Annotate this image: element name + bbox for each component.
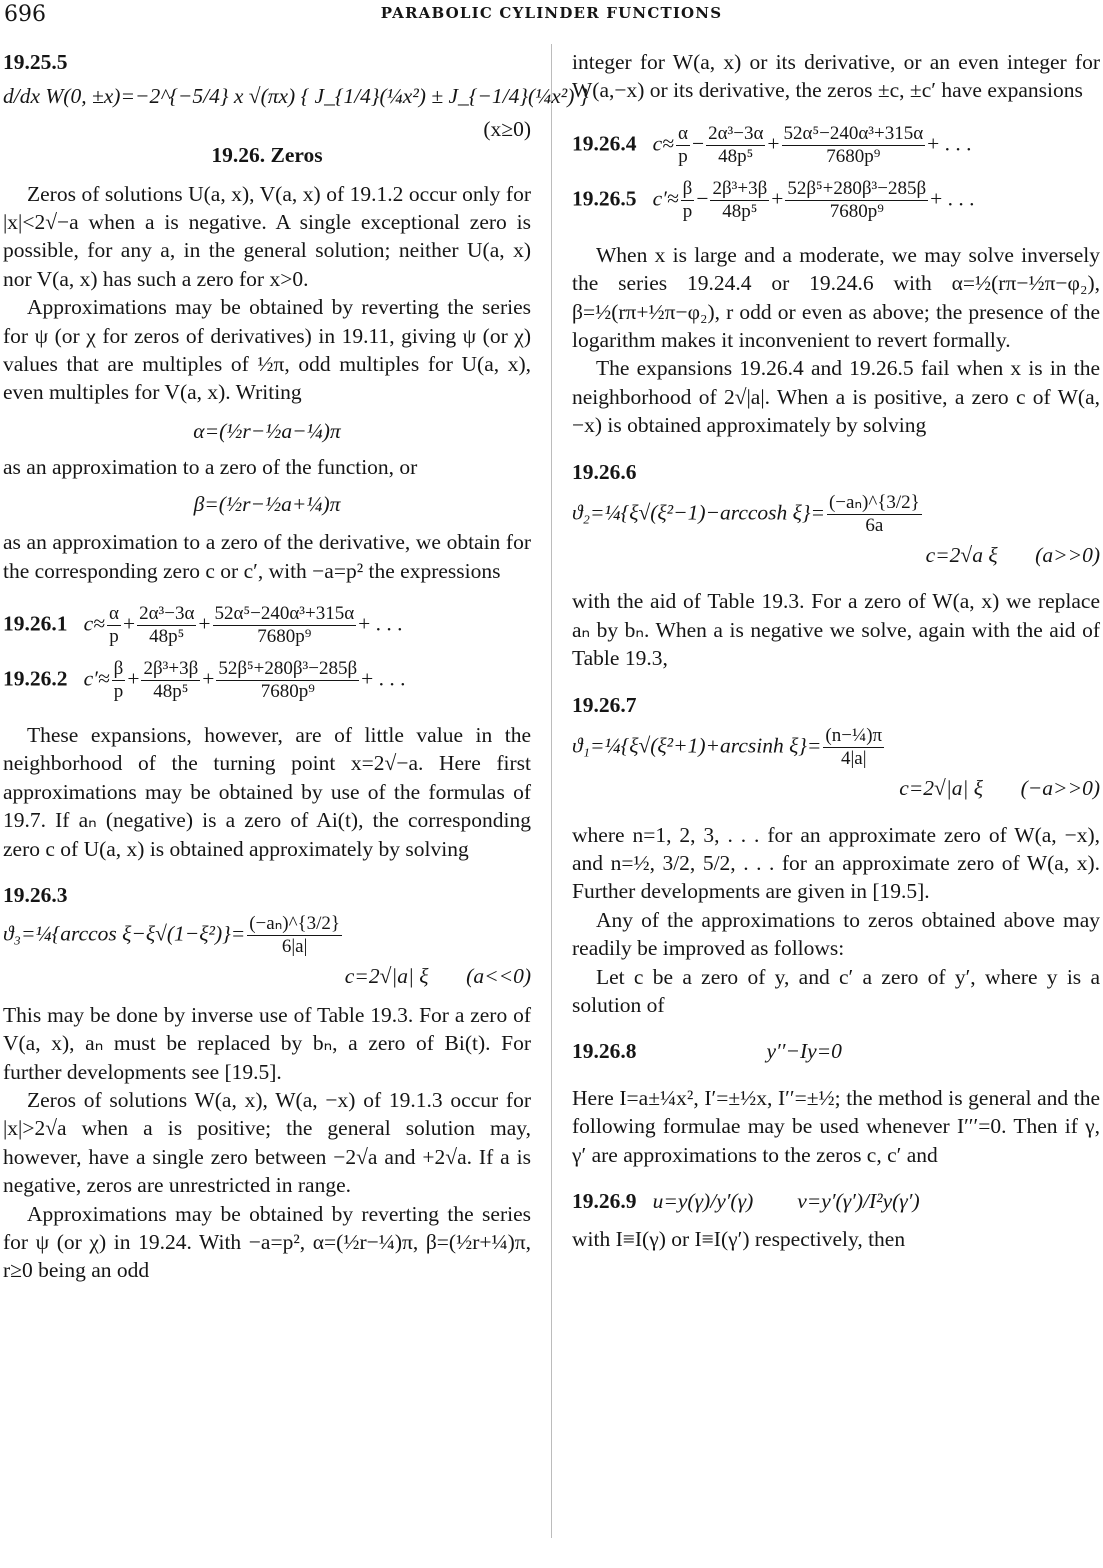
equation-number: 19.26.5 — [572, 186, 637, 211]
equation-19-26-7: 19.26.7 ϑ₁=¼{ξ√(ξ²+1)+arcsinh ξ}= $\frac{\text{(n−¼)π}}{4|a|}$ c=2√|a| ξ (−a>>0) — [572, 692, 1100, 801]
equation-19-25-5 — [3, 48, 589, 143]
equation-19-26-6: 19.26.6 ϑ₂=¼{ξ√(ξ²−1)−arccosh ξ}= $\frac{\text{(−aₙ)\textasciicircum{}\{3/2\}}}{6a}$ c=2√a ξ (a>>0) — [572, 459, 1100, 568]
equation-number: 19.26.6 — [572, 459, 637, 484]
equation-number: 19.26.8 — [572, 1039, 637, 1064]
equation-19-26-8: 19.26.8 y′′−Iy=0 — [572, 1039, 842, 1064]
equation-condition: (−a>>0) — [1020, 776, 1100, 801]
column-divider — [551, 44, 552, 1538]
paragraph: as an approximation to a zero of the function, or — [3, 455, 418, 480]
equation-rhs: =−2^{−5/4} x √(πx) { J_{1/4}(¼x²) ± J_{−1/4}(¼x²) } — [120, 84, 589, 109]
equation-19-26-3: 19.26.3 ϑ₃=¼{arccos ξ−ξ√(1−ξ²)}= $\frac{\text{(−aₙ)\textasciicircum{}\{3/2\}}}{6|a|}$ c=2√|a| ξ (a<<0) — [3, 882, 531, 989]
section-heading: 19.26. Zeros — [211, 143, 323, 168]
paragraph: integer for W(a, x) or its derivative, or an even integer for W(a,−x) or its derivative, the zeros ±c, ±c′ have expansions — [572, 50, 1100, 103]
paragraph: These expansions, however, are of little value in the neighborhood of the turning point x=2√−a. Here first approximations may be obtained by use of the formulas of 19.7. If aₙ (negative) is a zero of Ai(t), the corresponding zero c of U(a, x) is obtained approximately by solving — [3, 722, 531, 861]
paragraph: where n=1, 2, 3, . . . for an approximate zero of W(a, −x), and n=½, 3/2, 5/2, . . . for an approximate zero of W(a, x). Further developments are given in [19.5]. — [572, 822, 1100, 904]
equation-number: 19.25.5 — [3, 50, 68, 74]
running-head: PARABOLIC CYLINDER FUNCTIONS — [380, 4, 723, 22]
paragraph: with I≡I(γ) or I≡I(γ′) respectively, then — [572, 1227, 906, 1252]
equation-condition: (a<<0) — [466, 964, 531, 989]
equation-19-26-5: 19.26.5 c′≈ $\frac{\beta}{p}$ − $\frac{\text{2β³+3β}}{\text{48p⁵}}$ + $\frac{\text{52β⁵+280β³−285β}}{\text{7680p⁹}}$ + . . . — [572, 177, 975, 222]
paragraph: Approximations may be obtained by reverting the series for ψ (or χ) in 19.24. With −a=p², α=(½r−¼)π, β=(½r+¼)π, r≥0 being an odd — [3, 1201, 531, 1283]
equation-number: 19.26.9 — [572, 1188, 637, 1213]
equation-body — [3, 82, 589, 110]
paragraph: Approximations may be obtained by reverting the series for ψ (or χ for zeros of derivatives) in 19.11, giving ψ (or χ) values that are multiples of ½π, odd multiples for U(a, x), even multiples for V(a, x). Writing — [3, 295, 531, 405]
paragraph: with the aid of Table 19.3. For a zero of W(a, x) we replace aₙ by bₙ. When a is negative we solve, again with the aid of Table 19.3, — [572, 589, 1100, 671]
equation-19-26-9: 19.26.9 u=y(γ)/y′(γ) v=y′(γ′)/I²y(γ′) — [572, 1188, 920, 1213]
equation-number: 19.26.1 — [3, 611, 68, 636]
paragraph: Let c be a zero of y, and c′ a zero of y′, where y is a solution of — [572, 964, 1100, 1017]
equation-19-26-1: 19.26.1 c≈ $\frac{\alpha}{p}$ + $\frac{\text{2α³−3α}}{\text{48p⁵}}$ + $\frac{\text{52α⁵−240α³+315α}}{\text{7680p⁹}}$ + . . . — [3, 602, 403, 647]
paragraph: The expansions 19.26.4 and 19.26.5 fail when x is in the neighborhood of 2√|a|. When a is positive, a zero c of W(a,−x) is obtained approximately by solving — [572, 356, 1100, 438]
right-column — [572, 48, 1100, 1254]
paragraph: This may be done by inverse use of Table 19.3. For a zero of V(a, x), aₙ must be replaced by bₙ, a zero of Bi(t). For further developments see [19.5]. — [3, 1002, 531, 1084]
equation-number: 19.26.4 — [572, 131, 637, 156]
equation-19-26-4: 19.26.4 c≈ $\frac{\alpha}{p}$ − $\frac{\text{2α³−3α}}{\text{48p⁵}}$ + $\frac{\text{52α⁵−240α³+315α}}{\text{7680p⁹}}$ + . . . — [572, 122, 972, 167]
equation-19-26-2: 19.26.2 c′≈ $\frac{\beta}{p}$ + $\frac{\text{2β³+3β}}{\text{48p⁵}}$ + $\frac{\text{52β⁵+280β³−285β}}{\text{7680p⁹}}$ + . . . — [3, 657, 406, 702]
equation-condition: (x≥0) — [483, 116, 531, 141]
equation-number: 19.26.2 — [3, 666, 68, 691]
paragraph: Here I=a±¼x², I′=±½x, I′′=±½; the method is general and the following formulae may be used whenever I′′′=0. Then if γ, γ′ are approximations to the zeros c, c′ and — [572, 1085, 1100, 1167]
equation-condition: (a>>0) — [1035, 543, 1100, 568]
paragraph: Any of the approximations to zeros obtained above may readily be improved as follows: — [572, 907, 1100, 961]
equation-alpha: α=(½r−½a−¼)π — [193, 418, 341, 443]
page-number: 696 — [4, 2, 46, 27]
left-column — [3, 48, 589, 1285]
equation-beta: β=(½r−½a+¼)π — [193, 491, 341, 516]
equation-lhs: d/dx W(0, ±x) — [3, 84, 121, 109]
paragraph: as an approximation to a zero of the derivative, we obtain for the corresponding zero c or c′, with −a=p² the expressions — [3, 530, 531, 583]
paragraph: Zeros of solutions W(a, x), W(a, −x) of 19.1.3 occur for |x|>2√a when a is positive; the general solution may, however, have a single zero between −2√a and +2√a. If a is negative, zeros are unrestricted in range. — [3, 1087, 531, 1198]
paragraph: When x is large and a moderate, we may solve inversely the series 19.24.4 or 19.24.6 with α=½(rπ−½π−φ₂), β=½(rπ+½π−φ₂), r odd or even as above; the presence of the logarithm makes it inconvenient to revert formally. — [572, 242, 1100, 353]
paragraph: Zeros of solutions U(a, x), V(a, x) of 19.1.2 occur only for |x|<2√−a when a is negative. A single exceptional zero is possible, for any a, in the general solution; neither U(a, x) nor V(a, x) has such a zero for x>0. — [3, 181, 531, 291]
equation-number: 19.26.3 — [3, 882, 68, 907]
equation-number: 19.26.7 — [572, 692, 637, 717]
